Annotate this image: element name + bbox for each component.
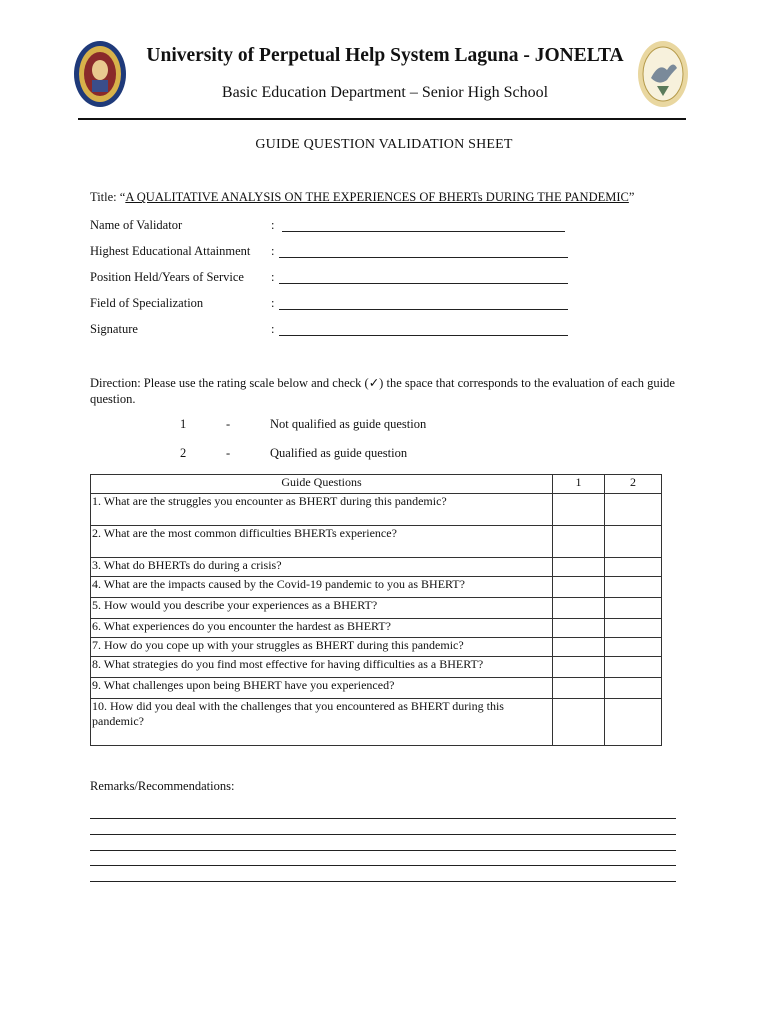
table-row — [91, 657, 662, 678]
rating-2-cell[interactable] — [605, 558, 662, 577]
rating-1-cell[interactable] — [553, 494, 605, 526]
scale-number: 1 — [180, 417, 187, 431]
question-cell: 1. What are the struggles you encounter as BHERT during this pandemic? — [91, 494, 553, 526]
rating-2-cell[interactable] — [605, 699, 662, 746]
position-field[interactable] — [279, 283, 568, 284]
header-divider — [78, 118, 686, 120]
question-cell: 9. What challenges upon being BHERT have you experienced? — [91, 678, 553, 699]
study-title-suffix: ” — [628, 190, 635, 204]
guide-questions-table — [90, 474, 662, 746]
field-colon: : — [271, 244, 275, 258]
rating-2-cell[interactable] — [605, 678, 662, 699]
question-cell: 2. What are the most common difficulties BHERTs experience? — [91, 526, 553, 558]
field-label-education: Highest Educational Attainment — [90, 244, 251, 258]
rating-1-cell[interactable] — [553, 577, 605, 598]
rating-1-cell[interactable] — [553, 526, 605, 558]
table-row — [91, 558, 662, 577]
field-colon: : — [271, 218, 275, 232]
remarks-line[interactable] — [90, 865, 676, 866]
department-name: Basic Education Department – Senior High School — [221, 84, 549, 101]
field-colon: : — [271, 270, 275, 284]
rating-1-cell[interactable] — [553, 619, 605, 638]
rating-1-cell[interactable] — [553, 678, 605, 699]
rating-2-cell[interactable] — [605, 494, 662, 526]
header-rating-1: 1 — [553, 475, 605, 494]
table-row — [91, 638, 662, 657]
rating-1-cell[interactable] — [553, 638, 605, 657]
header-guide-questions: Guide Questions — [91, 475, 553, 494]
remarks-line[interactable] — [90, 850, 676, 851]
field-colon: : — [271, 322, 275, 336]
question-cell: 8. What strategies do you find most effective for having difficulties as a BHERT? — [91, 657, 553, 678]
table-header-row — [91, 475, 662, 494]
field-label-specialization: Field of Specialization — [90, 296, 204, 310]
study-title-prefix: Title: “ — [90, 190, 126, 204]
table-row — [91, 678, 662, 699]
table-row — [91, 526, 662, 558]
rating-1-cell[interactable] — [553, 598, 605, 619]
remarks-line[interactable] — [90, 818, 676, 819]
education-field[interactable] — [279, 257, 568, 258]
scale-dash: - — [226, 446, 231, 460]
question-cell: 5. How would you describe your experiences as a BHERT? — [91, 598, 553, 619]
study-title-line — [90, 190, 634, 205]
table-row — [91, 494, 662, 526]
field-label-position: Position Held/Years of Service — [90, 270, 244, 284]
rating-1-cell[interactable] — [553, 558, 605, 577]
table-row — [91, 598, 662, 619]
rating-1-cell[interactable] — [553, 699, 605, 746]
question-cell: 4. What are the impacts caused by the Covid-19 pandemic to you as BHERT? — [91, 577, 553, 598]
field-label-validator: Name of Validator — [90, 218, 183, 232]
field-colon: : — [271, 296, 275, 310]
table-row — [91, 619, 662, 638]
question-cell: 6. What experiences do you encounter the hardest as BHERT? — [91, 619, 553, 638]
sheet-title: GUIDE QUESTION VALIDATION SHEET — [255, 137, 513, 152]
table-row — [91, 699, 662, 746]
scale-dash: - — [226, 417, 231, 431]
university-name: University of Perpetual Help System Laguna - JONELTA — [146, 45, 624, 66]
signature-field[interactable] — [279, 335, 568, 336]
rating-2-cell[interactable] — [605, 598, 662, 619]
validator-name-field[interactable] — [282, 231, 565, 232]
field-label-signature: Signature — [90, 322, 138, 336]
remarks-line[interactable] — [90, 834, 676, 835]
remarks-line[interactable] — [90, 881, 676, 882]
rating-2-cell[interactable] — [605, 619, 662, 638]
direction-text: Direction: Please use the rating scale below and check (✓) the space that corresponds to the evaluation of each guide question. — [90, 376, 675, 406]
university-seal-logo — [73, 40, 127, 108]
scale-description: Not qualified as guide question — [270, 417, 427, 431]
question-cell: 3. What do BHERTs do during a crisis? — [91, 558, 553, 577]
rating-2-cell[interactable] — [605, 638, 662, 657]
rating-2-cell[interactable] — [605, 657, 662, 678]
table-row — [91, 577, 662, 598]
scale-number: 2 — [180, 446, 187, 460]
specialization-field[interactable] — [279, 309, 568, 310]
question-cell: 7. How do you cope up with your struggles as BHERT during this pandemic? — [91, 638, 553, 657]
header-rating-2: 2 — [605, 475, 662, 494]
remarks-label: Remarks/Recommendations: — [90, 779, 235, 793]
rating-1-cell[interactable] — [553, 657, 605, 678]
question-cell: 10. How did you deal with the challenges that you encountered as BHERT during this pandemic? — [91, 699, 553, 746]
study-title: A QUALITATIVE ANALYSIS ON THE EXPERIENCES OF BHERTs DURING THE PANDEMIC — [125, 190, 629, 204]
scale-description: Qualified as guide question — [270, 446, 408, 460]
rating-2-cell[interactable] — [605, 577, 662, 598]
rating-2-cell[interactable] — [605, 526, 662, 558]
